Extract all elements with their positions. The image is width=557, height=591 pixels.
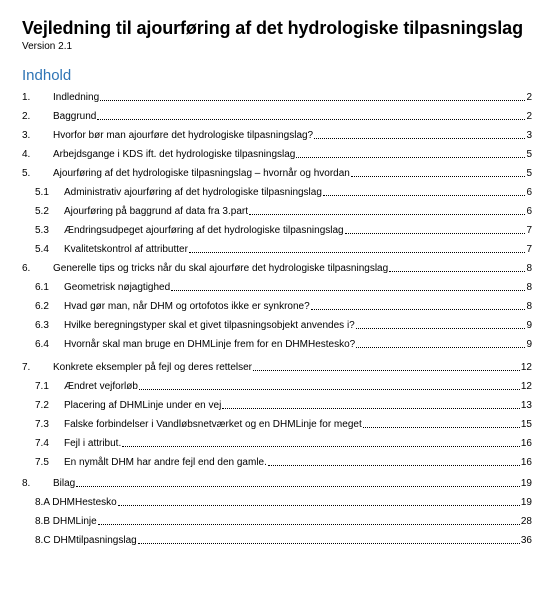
toc-entry[interactable] xyxy=(35,417,532,431)
toc-entry-page-number: 9 xyxy=(526,339,532,350)
toc-entry-number: 7.1 xyxy=(35,381,49,392)
toc-entry-number: 5.3 xyxy=(35,225,49,236)
toc-dot-leader xyxy=(253,370,520,371)
toc-dot-leader xyxy=(138,543,520,544)
toc-dot-leader xyxy=(189,252,525,253)
toc-entry-page-number: 19 xyxy=(520,478,532,489)
toc-entry[interactable] xyxy=(22,476,532,490)
toc-entry-title[interactable]: 8.B DHMLinje xyxy=(35,516,97,527)
toc-entry[interactable] xyxy=(35,398,532,412)
toc-entry[interactable] xyxy=(22,261,532,275)
toc-entry-title[interactable]: En nymålt DHM har andre fejl end den gamle. xyxy=(64,457,267,468)
toc-entry-title[interactable]: Hvad gør man, når DHM og ortofotos ikke er synkrone? xyxy=(64,301,310,312)
toc-entry-page-number: 5 xyxy=(526,149,532,160)
toc-entry-number: 5.1 xyxy=(35,187,49,198)
toc-entry-page-number: 36 xyxy=(520,535,532,546)
toc-entry-title[interactable]: Fejl i attribut. xyxy=(64,438,122,449)
toc-entry-page-number: 28 xyxy=(520,516,532,527)
toc-entry-title[interactable]: Indledning xyxy=(53,92,100,103)
toc-entry[interactable] xyxy=(35,436,532,450)
toc-dot-leader xyxy=(268,465,520,466)
document-version: Version 2.1 xyxy=(22,41,73,52)
toc-entry[interactable] xyxy=(35,495,532,509)
toc-entry[interactable] xyxy=(35,223,532,237)
toc-dot-leader xyxy=(311,309,526,310)
toc-entry[interactable] xyxy=(22,147,532,161)
toc-dot-leader xyxy=(345,233,526,234)
toc-entry[interactable] xyxy=(35,299,532,313)
toc-entry-title[interactable]: Arbejdsgange i KDS ift. det hydrologiske tilpasningslag xyxy=(53,149,296,160)
toc-entry-title[interactable]: Ændret vejforløb xyxy=(64,381,138,392)
toc-entry-number: 4. xyxy=(22,149,31,160)
toc-entry-page-number: 6 xyxy=(526,206,532,217)
toc-entry-number: 8. xyxy=(22,478,31,489)
toc-entry[interactable] xyxy=(35,185,532,199)
toc-entry[interactable] xyxy=(35,455,532,469)
toc-dot-leader xyxy=(314,138,525,139)
toc-heading: Indhold xyxy=(22,67,72,84)
toc-entry[interactable] xyxy=(35,533,532,547)
toc-dot-leader xyxy=(363,427,520,428)
toc-entry-number: 6.1 xyxy=(35,282,49,293)
toc-entry[interactable] xyxy=(35,379,532,393)
toc-entry[interactable] xyxy=(35,204,532,218)
toc-entry-title[interactable]: Ændringsudpeget ajourføring af det hydrologiske tilpasningslag xyxy=(64,225,344,236)
toc-entry[interactable] xyxy=(22,128,532,142)
toc-dot-leader xyxy=(100,100,525,101)
toc-dot-leader xyxy=(76,486,520,487)
toc-entry-title[interactable]: Falske forbindelser i Vandløbsnetværket og en DHMLinje for meget xyxy=(64,419,362,430)
toc-entry-page-number: 3 xyxy=(526,130,532,141)
toc-entry-page-number: 12 xyxy=(520,381,532,392)
toc-dot-leader xyxy=(323,195,526,196)
toc-dot-leader xyxy=(98,524,520,525)
toc-entry[interactable] xyxy=(35,280,532,294)
toc-entry-number: 7.3 xyxy=(35,419,49,430)
toc-entry-page-number: 6 xyxy=(526,187,532,198)
toc-entry-number: 3. xyxy=(22,130,31,141)
toc-entry[interactable] xyxy=(22,360,532,374)
toc-dot-leader xyxy=(351,176,526,177)
toc-entry-page-number: 8 xyxy=(526,282,532,293)
toc-dot-leader xyxy=(171,290,525,291)
toc-entry-page-number: 16 xyxy=(520,457,532,468)
toc-entry[interactable] xyxy=(22,90,532,104)
toc-entry-title[interactable]: Konkrete eksempler på fejl og deres rettelser xyxy=(53,362,252,373)
toc-entry-page-number: 15 xyxy=(520,419,532,430)
toc-entry-title[interactable]: Hvornår skal man bruge en DHMLinje frem for en DHMHestesko? xyxy=(64,339,356,350)
toc-dot-leader xyxy=(249,214,525,215)
toc-entry-title[interactable]: Ajourføring af det hydrologiske tilpasningslag – hvornår og hvordan xyxy=(53,168,350,179)
toc-entry-number: 7.5 xyxy=(35,457,49,468)
toc-entry-title[interactable]: Administrativ ajourføring af det hydrologiske tilpasningslag xyxy=(64,187,322,198)
toc-entry-page-number: 8 xyxy=(526,301,532,312)
toc-dot-leader xyxy=(139,389,520,390)
toc-entry[interactable] xyxy=(22,166,532,180)
toc-entry-page-number: 13 xyxy=(520,400,532,411)
toc-dot-leader xyxy=(389,271,525,272)
toc-entry-number: 5.4 xyxy=(35,244,49,255)
toc-entry-page-number: 7 xyxy=(526,244,532,255)
toc-entry-page-number: 2 xyxy=(526,111,532,122)
toc-entry-number: 5.2 xyxy=(35,206,49,217)
toc-entry-page-number: 7 xyxy=(526,225,532,236)
toc-entry-title[interactable]: Ajourføring på baggrund af data fra 3.part xyxy=(64,206,249,217)
toc-entry-title[interactable]: Baggrund xyxy=(53,111,97,122)
toc-dot-leader xyxy=(122,446,520,447)
toc-entry-title[interactable]: Hvilke beregningstyper skal et givet tilpasningsobjekt anvendes i? xyxy=(64,320,355,331)
toc-entry-number: 6.3 xyxy=(35,320,49,331)
toc-dot-leader xyxy=(296,157,525,158)
document-title: Vejledning til ajourføring af det hydrologiske tilpasningslag xyxy=(22,18,523,38)
toc-entry-number: 5. xyxy=(22,168,31,179)
toc-entry-page-number: 19 xyxy=(520,497,532,508)
toc-entry[interactable] xyxy=(35,337,532,351)
toc-entry-number: 6.2 xyxy=(35,301,49,312)
toc-entry-number: 7.2 xyxy=(35,400,49,411)
toc-entry-number: 6. xyxy=(22,263,31,274)
toc-entry-number: 7.4 xyxy=(35,438,49,449)
toc-entry[interactable] xyxy=(22,109,532,123)
toc-entry-title[interactable]: Kvalitetskontrol af attributter xyxy=(64,244,188,255)
toc-dot-leader xyxy=(222,408,520,409)
toc-entry-title[interactable]: 8.C DHMtilpasningslag xyxy=(35,535,137,546)
toc-entry-page-number: 9 xyxy=(526,320,532,331)
toc-dot-leader xyxy=(118,505,520,506)
toc-entry-title[interactable]: Hvorfor bør man ajourføre det hydrologiske tilpasningslag? xyxy=(53,130,314,141)
toc-entry-title[interactable]: Geometrisk nøjagtighed xyxy=(64,282,171,293)
toc-dot-leader xyxy=(356,328,526,329)
toc-entry-page-number: 8 xyxy=(526,263,532,274)
toc-entry-number: 1. xyxy=(22,92,31,103)
toc-entry-title[interactable]: Placering af DHMLinje under en vej xyxy=(64,400,222,411)
toc-entry-page-number: 12 xyxy=(520,362,532,373)
toc-entry[interactable] xyxy=(35,514,532,528)
toc-dot-leader xyxy=(97,119,525,120)
toc-entry-title[interactable]: Bilag xyxy=(53,478,76,489)
toc-entry-number: 7. xyxy=(22,362,31,373)
toc-entry-page-number: 16 xyxy=(520,438,532,449)
toc-entry[interactable] xyxy=(35,318,532,332)
toc-entry-page-number: 5 xyxy=(526,168,532,179)
toc-entry-title[interactable]: Generelle tips og tricks når du skal ajourføre det hydrologiske tilpasningslag xyxy=(53,263,389,274)
toc-entry-number: 6.4 xyxy=(35,339,49,350)
toc-entry[interactable] xyxy=(35,242,532,256)
toc-dot-leader xyxy=(356,347,525,348)
toc-entry-page-number: 2 xyxy=(526,92,532,103)
toc-entry-title[interactable]: 8.A DHMHestesko xyxy=(35,497,117,508)
toc-entry-number: 2. xyxy=(22,111,31,122)
